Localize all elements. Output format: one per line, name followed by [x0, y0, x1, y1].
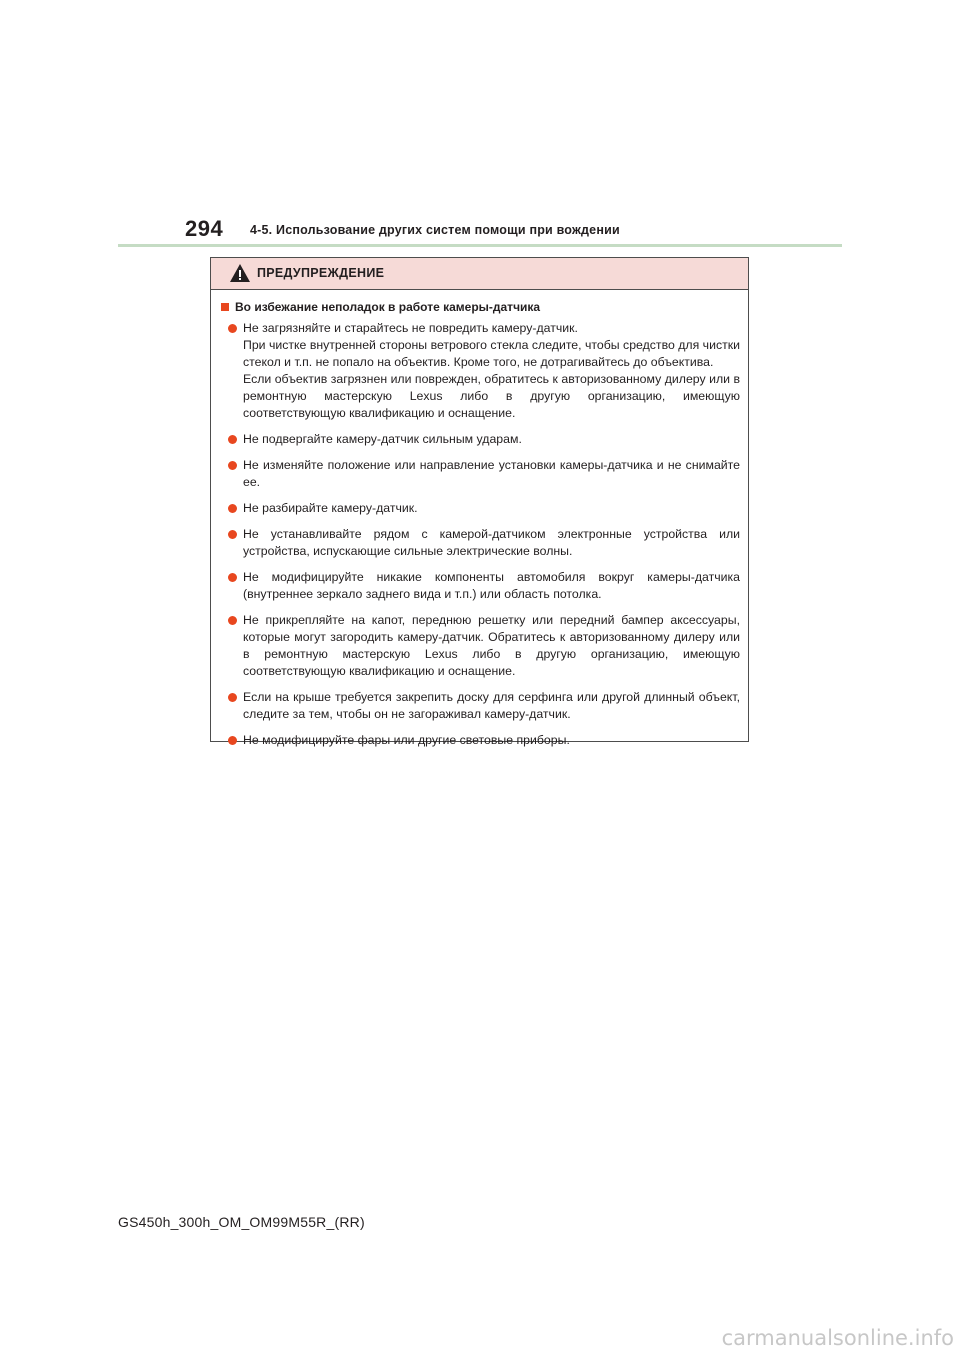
warning-title: ПРЕДУПРЕЖДЕНИЕ [257, 266, 385, 280]
warning-item-text: Если на крыше требуется закрепить доску для серфинга или другой длинный объект, следите за тем, чтобы он не загораживал камеру-датчик. [243, 690, 740, 721]
warning-box [210, 257, 749, 747]
round-bullet-icon [228, 530, 237, 539]
warning-item-text: Не подвергайте камеру-датчик сильным ударам. [243, 432, 522, 446]
round-bullet-icon [228, 324, 237, 333]
round-bullet-icon [228, 693, 237, 702]
footer-code: GS450h_300h_OM_OM99M55R_(RR) [118, 1214, 365, 1230]
subheading-text: Во избежание неполадок в работе камеры-датчика [235, 300, 541, 314]
warning-item [221, 431, 740, 448]
warning-triangle-icon [229, 263, 251, 283]
section-title: 4-5. Использование других систем помощи при вождении [250, 223, 620, 237]
round-bullet-icon [228, 616, 237, 625]
round-bullet-icon [228, 461, 237, 470]
square-bullet-icon [221, 303, 229, 311]
warning-item [221, 612, 740, 680]
round-bullet-icon [228, 736, 237, 745]
warning-item-text: Не модифицируйте фары или другие световые приборы. [243, 733, 570, 747]
round-bullet-icon [228, 573, 237, 582]
warning-item [221, 457, 740, 491]
watermark: carmanualsonline.info [721, 1326, 954, 1350]
warning-header [211, 258, 748, 290]
warning-item [221, 689, 740, 723]
warning-item-text: Не изменяйте положение или направление установки камеры-датчика и не снимайте ее. [243, 458, 740, 489]
warning-item-text: Не прикрепляйте на капот, переднюю решетку или передний бампер аксессуары, которые могут загородить камеру-датчик. Обратитесь к авторизованному дилеру или в ремонтную мастерскую Lexus либо в другую организацию, имеющую соответствующую квалификацию и оснащение. [243, 613, 740, 678]
warning-item-text: Не разбирайте камеру-датчик. [243, 501, 418, 515]
warning-item [221, 569, 740, 603]
warning-item [221, 732, 740, 749]
warning-item-text: Не загрязняйте и старайтесь не повредить камеру-датчик. [243, 321, 578, 335]
warning-item-text: Если объектив загрязнен или поврежден, обратитесь к авторизованному дилеру или в ремонтную мастерскую Lexus либо в другую организацию, имеющую соответствующую квалификацию и оснащение. [243, 372, 740, 420]
warning-item-text: Не устанавливайте рядом с камерой-датчиком электронные устройства или устройства, испускающие сильные электрические волны. [243, 527, 740, 558]
warning-items [221, 320, 740, 749]
warning-item [221, 526, 740, 560]
warning-subheading [221, 300, 740, 314]
warning-body [211, 290, 748, 749]
header-rule [118, 244, 842, 247]
page-number: 294 [185, 216, 224, 241]
warning-item-text: При чистке внутренней стороны ветрового стекла следите, чтобы средство для чистки стекол и т.п. не попало на объектив. Кроме того, не дотрагивайтесь до объектива. [243, 338, 740, 369]
warning-item [221, 320, 740, 422]
warning-item [221, 500, 740, 517]
round-bullet-icon [228, 435, 237, 444]
round-bullet-icon [228, 504, 237, 513]
warning-item-text: Не модифицируйте никакие компоненты автомобиля вокруг камеры-датчика (внутреннее зеркало заднего вида и т.п.) или область потолка. [243, 570, 740, 601]
